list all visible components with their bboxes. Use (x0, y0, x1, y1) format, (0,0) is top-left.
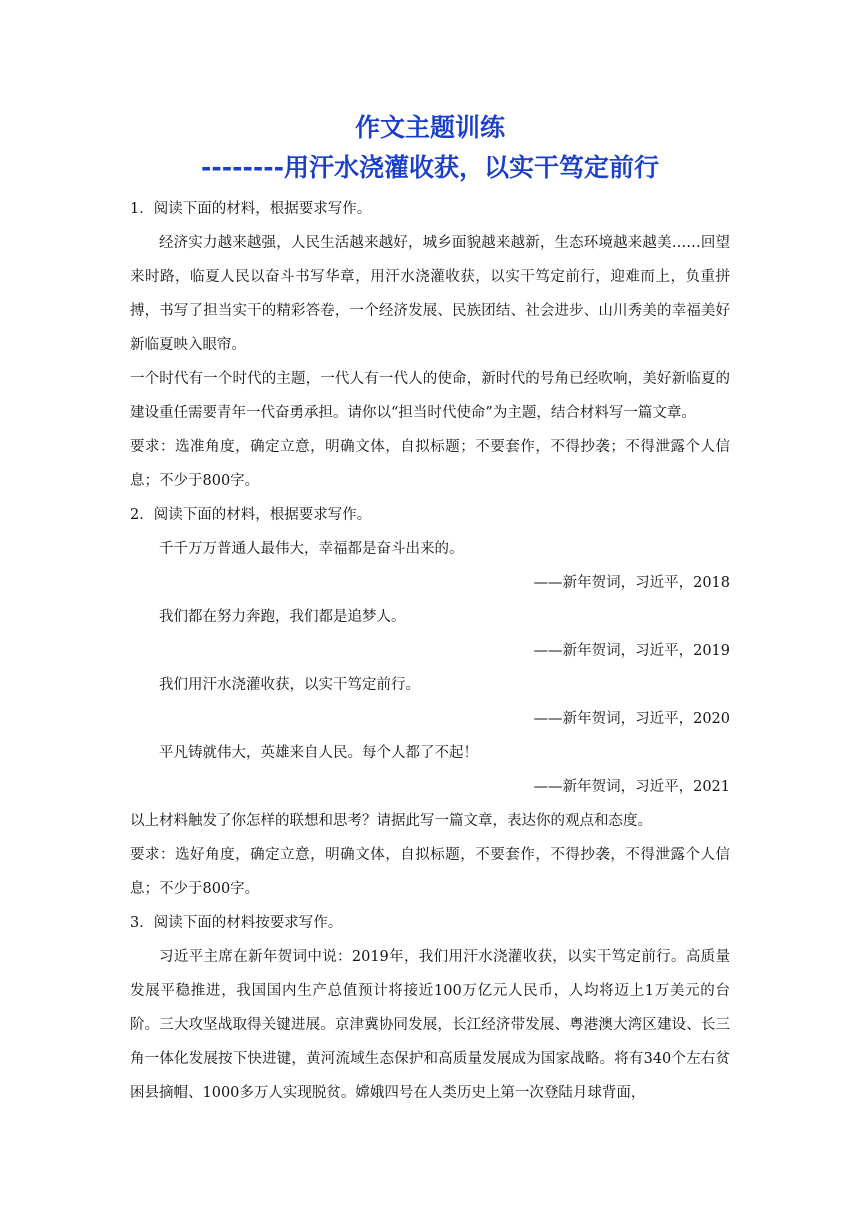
quote-text: 我们都在努力奔跑，我们都是追梦人。 (159, 609, 406, 625)
document-page (130, 108, 730, 1110)
quote-source: ——新年贺词，习近平，2020 (533, 711, 730, 727)
question-3 (130, 906, 730, 1110)
document-title: 作文主题训练 (354, 113, 505, 142)
quote-source: ——新年贺词，习近平，2021 (533, 779, 730, 795)
question-2-label: 2．阅读下面的材料，根据要求写作。 (130, 507, 372, 523)
document-subtitle: --------用汗水浇灌收获，以实干笃定前行 (200, 153, 659, 182)
question-1-prompt: 一个时代有一个时代的主题，一代人有一代人的使命，新时代的号角已经吹响，美好新临夏的建设重任需要青年一代奋勇承担。请你以“担当时代使命”为主题，结合材料写一篇文章。 (130, 371, 730, 421)
quote-source: ——新年贺词，习近平，2019 (533, 643, 730, 659)
question-1-material: 经济实力越来越强，人民生活越来越好，城乡面貌越来越新，生态环境越来越美……回望来时路，临夏人民以奋斗书写华章，用汗水浇灌收获，以实干笃定前行，迎难而上，负重拼搏，书写了担当实干的精彩答卷，一个经济发展、民族团结、社会进步、山川秀美的幸福美好新临夏映入眼帘。 (130, 235, 730, 353)
question-3-label: 3．阅读下面的材料按要求写作。 (130, 915, 343, 931)
question-3-material: 习近平主席在新年贺词中说：2019年，我们用汗水浇灌收获，以实干笃定前行。高质量发展平稳推进，我国国内生产总值预计将接近100万亿元人民币，人均将迈上1万美元的台阶。三大攻坚战取得关键进展。京津冀协同发展，长江经济带发展、粤港澳大湾区建设、长三角一体化发展按下快进键，黄河流域生态保护和高质量发展成为国家战略。将有340个左右贫困县摘帽、1000多万人实现脱贫。嫦娥四号在人类历史上第一次登陆月球背面， (130, 949, 730, 1101)
quote-text: 平凡铸就伟大，英雄来自人民。每个人都了不起！ (159, 745, 478, 761)
question-1-requirements: 要求：选准角度，确定立意，明确文体，自拟标题；不要套作，不得抄袭；不得泄露个人信息；不少于800字。 (130, 439, 730, 489)
quote-source: ——新年贺词，习近平，2018 (533, 575, 730, 591)
question-1-label: 1．阅读下面的材料，根据要求写作。 (130, 201, 372, 217)
question-2-prompt: 以上材料触发了你怎样的联想和思考？请据此写一篇文章，表达你的观点和态度。 (130, 813, 652, 829)
question-1 (130, 192, 730, 498)
quote-text: 千千万万普通人最伟大，幸福都是奋斗出来的。 (159, 541, 464, 557)
question-2 (130, 498, 730, 906)
question-2-requirements: 要求：选好角度，确定立意，明确文体，自拟标题，不要套作，不得抄袭，不得泄露个人信息；不少于800字。 (130, 847, 730, 897)
quote-text: 我们用汗水浇灌收获，以实干笃定前行。 (159, 677, 420, 693)
